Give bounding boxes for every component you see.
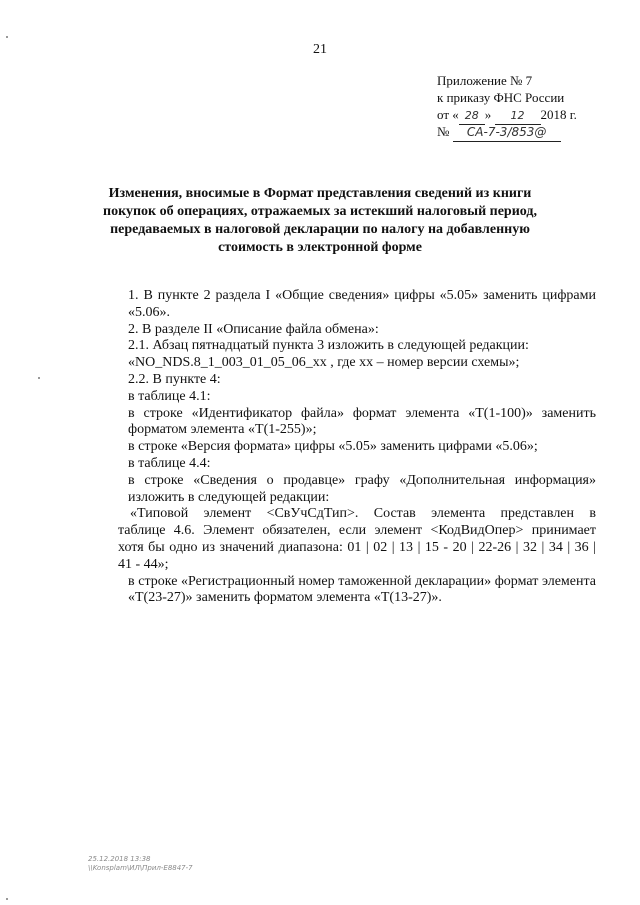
scan-mark xyxy=(6,36,8,38)
paragraph-2-1-text: «NO_NDS.8_1_003_01_05_06_xx , где xx – номер версии схемы»; xyxy=(128,355,520,371)
title-line-4: стоимость в электронной форме xyxy=(218,240,422,255)
appendix-number xyxy=(437,123,561,142)
title-line-3: передаваемых в налоговой декларации по налогу на добавленную xyxy=(110,222,530,237)
footer-file-path: \\Konsplam\ИЛ\Прил-Е8847-7 xyxy=(88,864,193,872)
paragraph-typical-element-line-2: таблице 4.6. Элемент обязателен, если элемент <КодВидОпер> принимает xyxy=(118,523,596,539)
document-body xyxy=(118,288,596,607)
date-day-handwritten: 28 xyxy=(459,107,485,125)
paragraph-2: 2. В разделе II «Описание файла обмена»: xyxy=(128,321,379,337)
paragraph-table-4-1: в таблице 4.1: xyxy=(128,388,211,404)
date-suffix: 2018 г. xyxy=(540,107,577,122)
paragraph-2-2: 2.2. В пункте 4: xyxy=(128,371,221,387)
paragraph-2-1: 2.1. Абзац пятнадцатый пункта 3 изложить в следующей редакции: xyxy=(128,338,529,354)
appendix-label: Приложение № 7 xyxy=(437,73,533,88)
date-mid: » xyxy=(484,107,492,122)
paragraph-table-4-4: в таблице 4.4: xyxy=(128,455,211,471)
number-prefix: № xyxy=(437,124,450,139)
paragraph-seller-info: в строке «Сведения о продавце» графу «Дополнительная информация» изложить в следующей редакции: xyxy=(128,472,596,505)
page-number: 21 xyxy=(313,42,327,57)
date-month-handwritten: 12 xyxy=(495,107,541,125)
order-number-handwritten: СА-7-3/853@ xyxy=(453,124,561,142)
scan-mark xyxy=(38,377,40,379)
date-prefix: от « xyxy=(437,107,459,122)
paragraph-typical-element-line-1: «Типовой элемент <СвУчСдТип>. Состав элемента представлен в xyxy=(130,506,596,522)
scan-mark xyxy=(6,898,8,900)
paragraph-typical-element-line-3: хотя бы одно из значений диапазона: 01 | 02 | 13 | 15 - 20 | 22-26 | 32 | 34 | 36 | xyxy=(118,539,596,555)
title-line-2: покупок об операциях, отражаемых за истекший налоговый период, xyxy=(103,204,537,219)
footer-timestamp: 25.12.2018 13:38 xyxy=(88,855,151,863)
paragraph-format-version: в строке «Версия формата» цифры «5.05» заменить цифрами «5.06»; xyxy=(128,439,538,455)
document-title xyxy=(0,185,640,257)
footer-stamp xyxy=(88,855,193,873)
paragraph-file-id: в строке «Идентификатор файла» формат элемента «T(1-100)» заменить форматом элемента «T(1-255)»; xyxy=(128,405,596,438)
paragraph-customs-declaration: в строке «Регистрационный номер таможенной декларации» формат элемента «T(23-27)» заменить форматом элемента «T(13-27)». xyxy=(128,573,596,606)
paragraph-typical-element-line-4: 41 - 44»; xyxy=(118,556,169,572)
title-line-1: Изменения, вносимые в Формат представления сведений из книги xyxy=(108,186,532,201)
appendix-order-ref: к приказу ФНС России xyxy=(437,90,565,105)
paragraph-1: 1. В пункте 2 раздела I «Общие сведения» цифры «5.05» заменить цифрами «5.06». xyxy=(128,288,596,320)
